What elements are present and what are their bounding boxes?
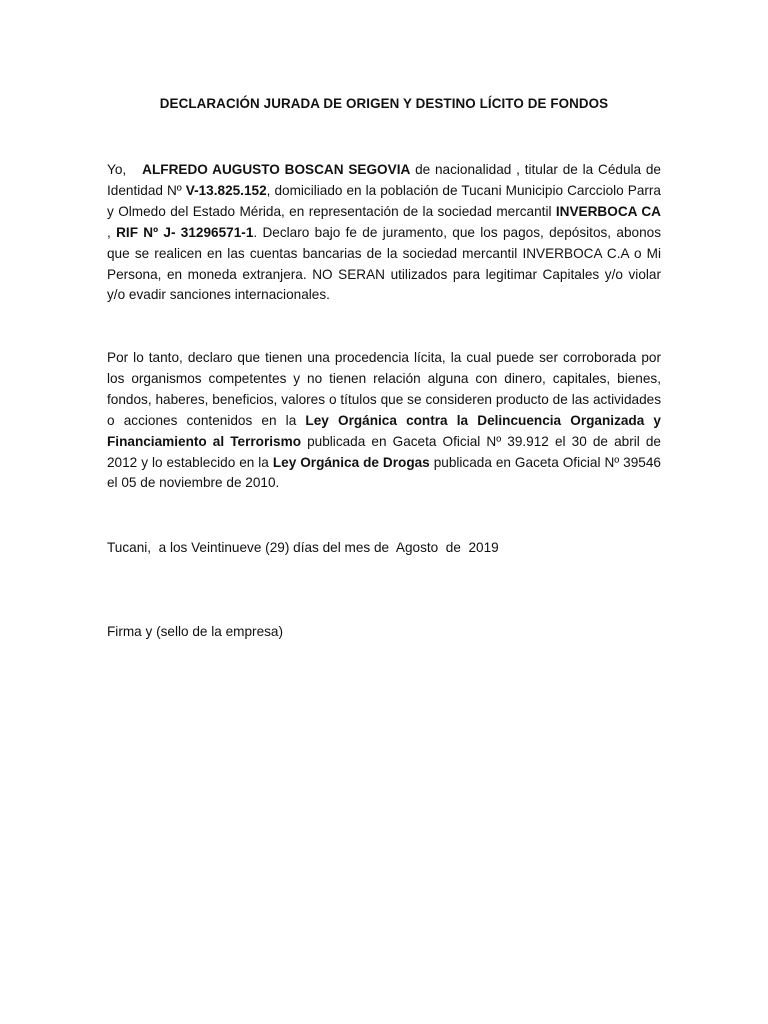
declaration-paragraph <box>107 160 661 306</box>
signature-line: Firma y (sello de la empresa) <box>107 624 284 639</box>
paragraph-text: de nacionalidad , titular de la Cédula de Identidad Nº <box>107 162 661 198</box>
company-name: INVERBOCA CA <box>555 203 661 219</box>
law-reference-terrorism: Ley Orgánica contra la Delincuencia Organizada y Financiamiento al Terrorismo <box>107 412 661 449</box>
rif-number: RIF Nº J- 31296571-1 <box>116 224 254 240</box>
paragraph-text: , <box>107 224 117 240</box>
paragraph-text: Por lo tanto, declaro que tienen una procedencia lícita, la cual puede ser corroborada por los organismos competentes y no tienen relación alguna con dinero, capitales, bienes, fondos, haberes, beneficios, valores o títulos que se consideren producto de las actividades o acciones contenidos en la <box>107 350 661 428</box>
declarant-name: ALFREDO AUGUSTO BOSCAN SEGOVIA <box>142 162 411 177</box>
document-title: DECLARACIÓN JURADA DE ORIGEN Y DESTINO LÍCITO DE FONDOS <box>159 96 609 111</box>
paragraph-text: publicada en Gaceta Oficial Nº 39.912 el 30 de abril de 2012 y lo establecido en la <box>107 433 661 470</box>
origin-paragraph <box>107 348 661 494</box>
law-reference-drugs: Ley Orgánica de Drogas <box>272 454 430 470</box>
cedula-number: V-13.825.152 <box>185 182 267 198</box>
paragraph-text: . Declaro bajo fe de juramento, que los pagos, depósitos, abonos que se realicen en las cuentas bancarias de la sociedad mercantil INVERBOCA C.A o Mi Persona, en moneda extranjera. NO SERAN utilizados para legitimar Capitales y/o violar y/o evadir sanciones internacionales. <box>107 224 661 303</box>
paragraph-text: Yo, <box>107 162 127 177</box>
paragraph-text: , domiciliado en la población de Tucani Municipio Carcciolo Parra y Olmedo del Estado Mérida, en representación de la sociedad mercantil <box>107 182 661 219</box>
paragraph-text: publicada en Gaceta Oficial Nº 39546 el 05 de noviembre de 2010. <box>107 454 661 491</box>
date-line: Tucani, a los Veintinueve (29) días del mes de Agosto de 2019 <box>107 540 499 555</box>
